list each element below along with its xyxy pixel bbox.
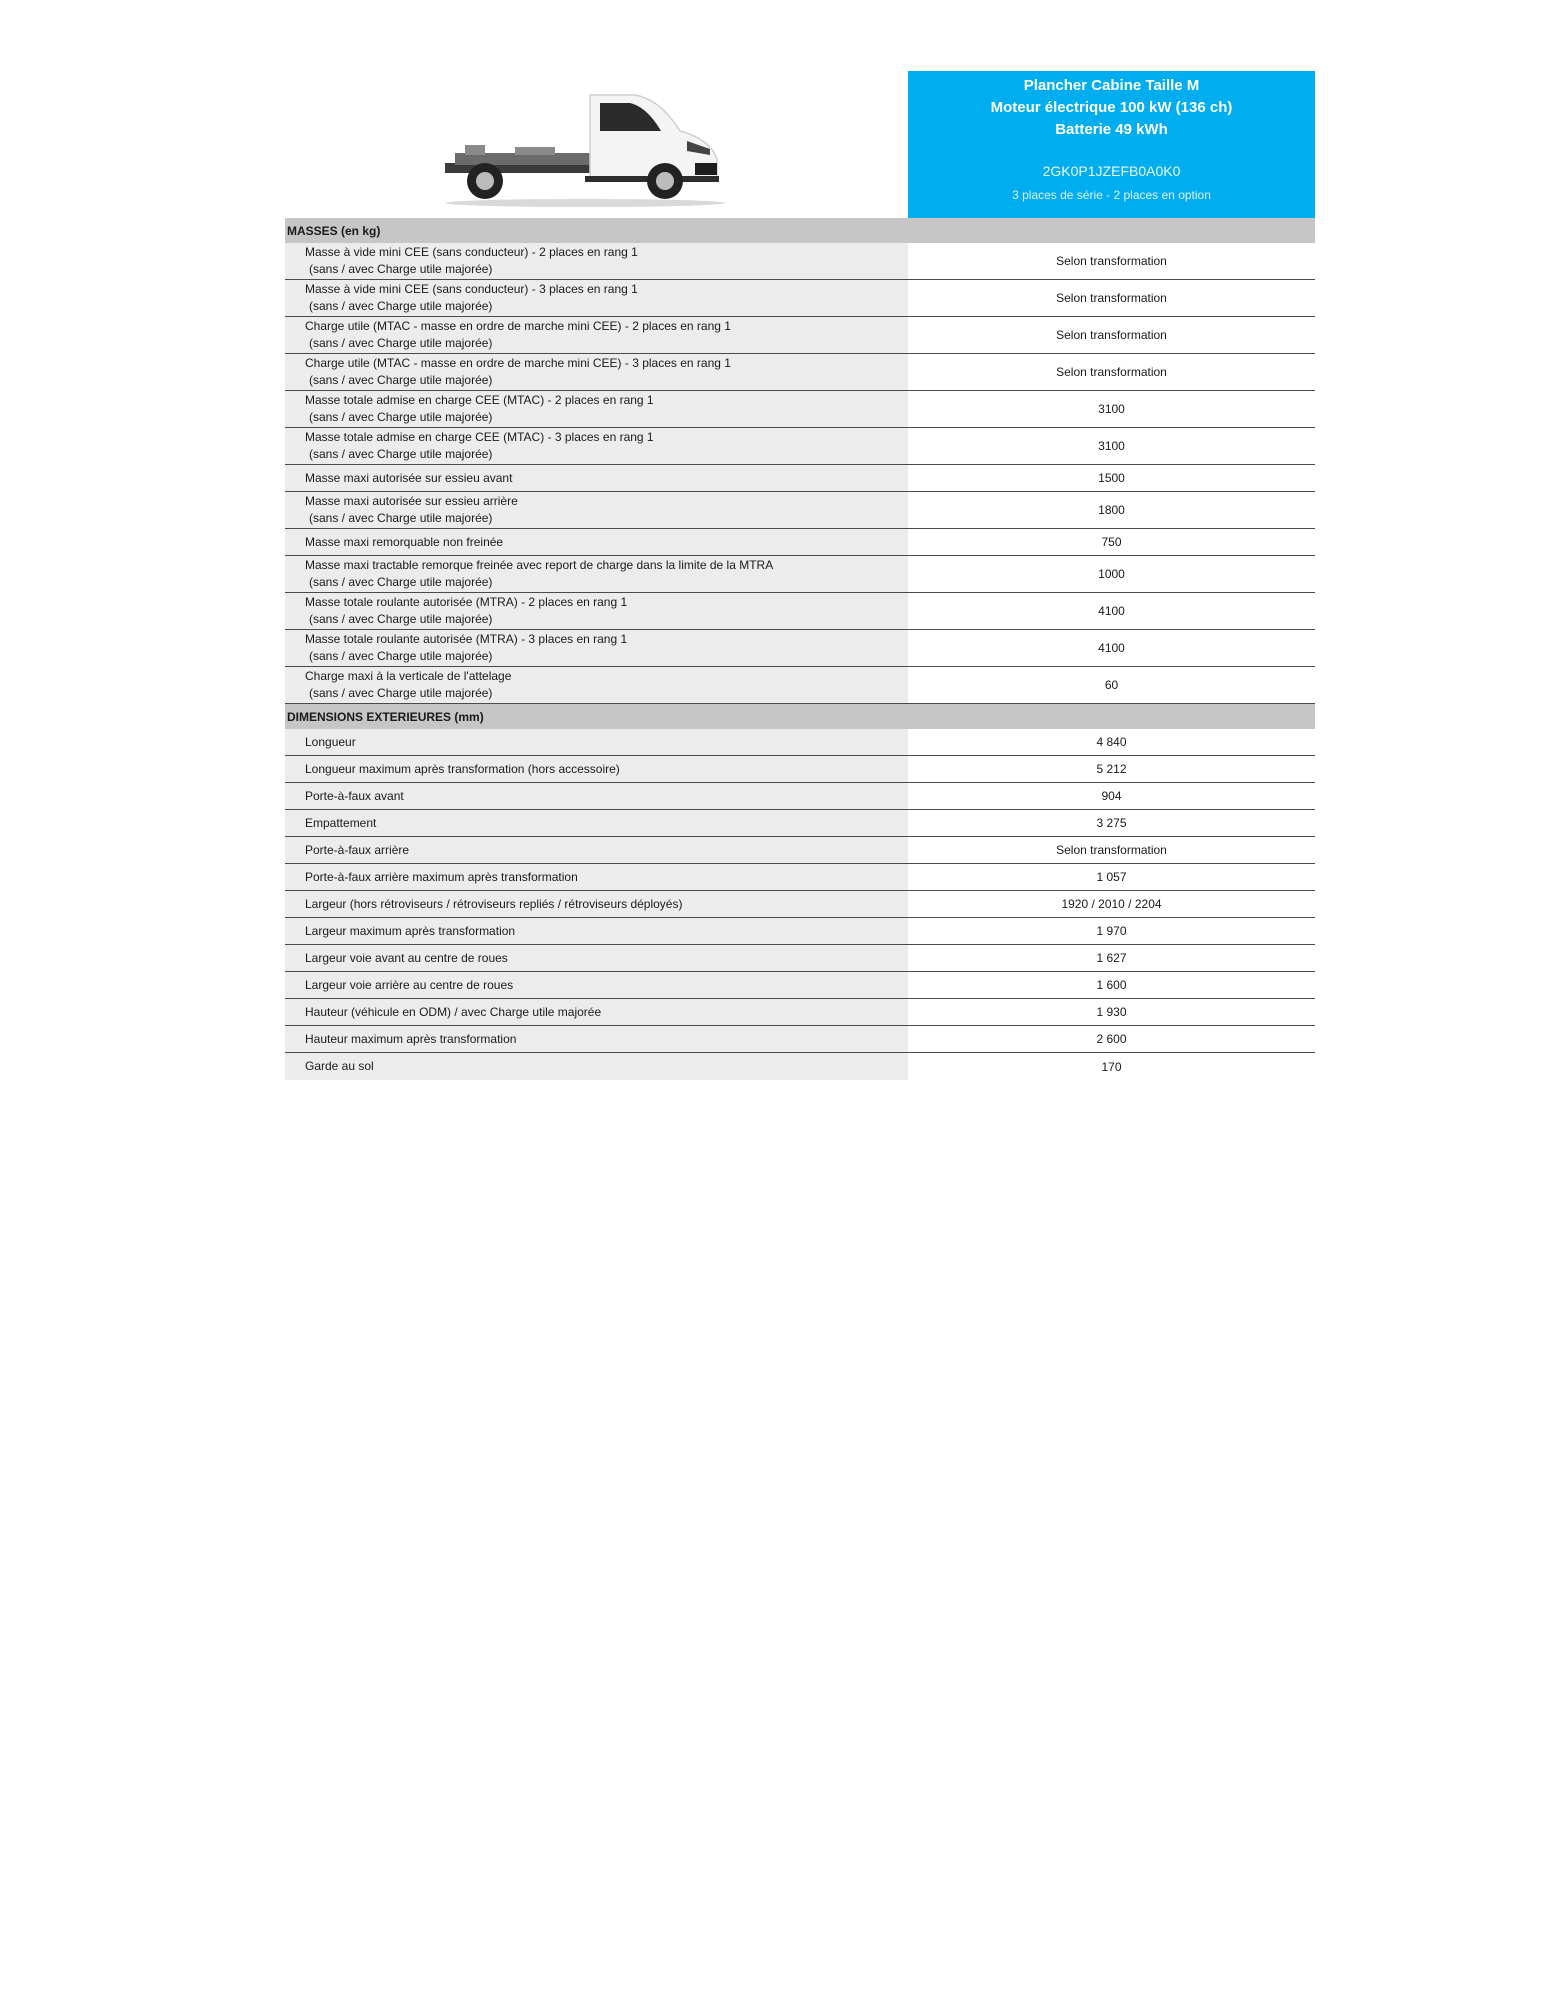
vehicle-image <box>425 81 725 211</box>
spec-value: 4100 <box>908 630 1315 666</box>
spec-value: 3100 <box>908 391 1315 427</box>
spec-value: 1 930 <box>908 999 1315 1025</box>
spec-label: Longueur <box>305 734 356 749</box>
spec-label-cell <box>285 1026 908 1052</box>
spec-value: 5 212 <box>908 756 1315 782</box>
spec-label: Masse maxi tractable remorque freinée avec report de charge dans la limite de la MTRA <box>305 558 774 572</box>
spec-label: Longueur maximum après transformation (hors accessoire) <box>305 761 620 776</box>
spec-value: Selon transformation <box>908 837 1315 863</box>
spec-row <box>285 391 1315 428</box>
spec-row <box>285 1026 1315 1053</box>
spec-value: 1 600 <box>908 972 1315 998</box>
spec-row <box>285 243 1315 280</box>
spec-label-cell <box>285 243 908 279</box>
spec-value: 4100 <box>908 593 1315 629</box>
spec-value: 170 <box>908 1053 1315 1080</box>
spec-label-cell <box>285 756 908 782</box>
spec-label-cell <box>285 492 908 528</box>
spec-value: 750 <box>908 529 1315 555</box>
spec-label: Masse maxi autorisée sur essieu arrière <box>305 494 518 508</box>
spec-label: Largeur (hors rétroviseurs / rétroviseurs repliés / rétroviseurs déployés) <box>305 896 683 911</box>
spec-sublabel: (sans / avec Charge utile majorée) <box>309 575 493 589</box>
spec-label-cell <box>285 891 908 917</box>
model-code: 2GK0P1JZEFB0A0K0 <box>1042 163 1181 179</box>
spec-label: Charge maxi à la verticale de l'attelage <box>305 669 512 683</box>
spec-row <box>285 891 1315 918</box>
spec-label-cell <box>285 1053 908 1080</box>
model-motor-line: Moteur électrique 100 kW (136 ch) <box>990 99 1233 116</box>
spec-label-cell <box>285 280 908 316</box>
spec-label-cell <box>285 783 908 809</box>
spec-label-cell <box>285 864 908 890</box>
spec-row <box>285 945 1315 972</box>
seats-note: 3 places de série - 2 places en option <box>1012 188 1211 202</box>
spec-value: 3 275 <box>908 810 1315 836</box>
spec-label-cell <box>285 810 908 836</box>
spec-row <box>285 280 1315 317</box>
spec-sublabel: (sans / avec Charge utile majorée) <box>309 299 493 313</box>
spec-row <box>285 354 1315 391</box>
spec-label: Porte-à-faux arrière <box>305 842 410 857</box>
spec-value: Selon transformation <box>908 243 1315 279</box>
spec-label-cell <box>285 667 908 703</box>
spec-row <box>285 918 1315 945</box>
spec-row <box>285 428 1315 465</box>
spec-label-cell <box>285 354 908 390</box>
spec-sublabel: (sans / avec Charge utile majorée) <box>309 612 493 626</box>
spec-row <box>285 492 1315 529</box>
spec-label-cell <box>285 593 908 629</box>
spec-row <box>285 317 1315 354</box>
model-title-line: Plancher Cabine Taille M <box>1023 77 1200 94</box>
spec-value: Selon transformation <box>908 354 1315 390</box>
spec-label: Charge utile (MTAC - masse en ordre de marche mini CEE) - 2 places en rang 1 <box>305 319 731 333</box>
spec-label: Garde au sol <box>305 1059 374 1073</box>
spec-label-cell <box>285 972 908 998</box>
spec-sublabel: (sans / avec Charge utile majorée) <box>309 262 493 276</box>
spec-label-cell <box>285 999 908 1025</box>
spec-sublabel: (sans / avec Charge utile majorée) <box>309 373 493 387</box>
spec-sublabel: (sans / avec Charge utile majorée) <box>309 336 493 350</box>
spec-row <box>285 756 1315 783</box>
spec-label-cell <box>285 529 908 555</box>
spec-value: 60 <box>908 667 1315 703</box>
spec-row <box>285 529 1315 556</box>
model-header-box <box>908 71 1315 218</box>
spec-label: Largeur maximum après transformation <box>305 923 516 938</box>
spec-label: Masse totale roulante autorisée (MTRA) - 2 places en rang 1 <box>305 595 628 609</box>
spec-row <box>285 630 1315 667</box>
spec-label-cell <box>285 837 908 863</box>
spec-row <box>285 556 1315 593</box>
spec-value: 1000 <box>908 556 1315 592</box>
spec-value: 1 057 <box>908 864 1315 890</box>
section-header: DIMENSIONS EXTERIEURES (mm) <box>285 704 1315 729</box>
spec-label: Porte-à-faux avant <box>305 788 404 803</box>
spec-value: Selon transformation <box>908 317 1315 353</box>
spec-label: Masse totale admise en charge CEE (MTAC) - 2 places en rang 1 <box>305 393 654 407</box>
spec-label-cell <box>285 391 908 427</box>
spec-value: 4 840 <box>908 729 1315 755</box>
spec-label-cell <box>285 918 908 944</box>
spec-row <box>285 837 1315 864</box>
spec-label: Masse à vide mini CEE (sans conducteur) - 2 places en rang 1 <box>305 245 638 259</box>
spec-row <box>285 783 1315 810</box>
spec-row <box>285 729 1315 756</box>
spec-label: Masse totale roulante autorisée (MTRA) - 3 places en rang 1 <box>305 632 628 646</box>
section-header: MASSES (en kg) <box>285 218 1315 243</box>
spec-header <box>285 71 1315 218</box>
spec-sublabel: (sans / avec Charge utile majorée) <box>309 686 493 700</box>
spec-label: Charge utile (MTAC - masse en ordre de marche mini CEE) - 3 places en rang 1 <box>305 356 731 370</box>
spec-label: Hauteur maximum après transformation <box>305 1031 517 1046</box>
spec-label: Masse maxi autorisée sur essieu avant <box>305 470 513 485</box>
spec-value: 3100 <box>908 428 1315 464</box>
spec-sublabel: (sans / avec Charge utile majorée) <box>309 511 493 525</box>
spec-row <box>285 465 1315 492</box>
spec-label-cell <box>285 729 908 755</box>
spec-label: Masse maxi remorquable non freinée <box>305 534 504 549</box>
spec-value: 1 627 <box>908 945 1315 971</box>
spec-value: Selon transformation <box>908 280 1315 316</box>
spec-sublabel: (sans / avec Charge utile majorée) <box>309 410 493 424</box>
spec-label-cell <box>285 428 908 464</box>
spec-label-cell <box>285 556 908 592</box>
spec-row <box>285 667 1315 704</box>
spec-label-cell <box>285 317 908 353</box>
spec-value: 1 970 <box>908 918 1315 944</box>
model-battery-line: Batterie 49 kWh <box>1055 121 1168 138</box>
spec-label: Hauteur (véhicule en ODM) / avec Charge utile majorée <box>305 1004 602 1019</box>
spec-label: Largeur voie arrière au centre de roues <box>305 977 514 992</box>
spec-label: Masse à vide mini CEE (sans conducteur) - 3 places en rang 1 <box>305 282 638 296</box>
spec-label-cell <box>285 945 908 971</box>
spec-label: Masse totale admise en charge CEE (MTAC) - 3 places en rang 1 <box>305 430 654 444</box>
spec-row <box>285 972 1315 999</box>
spec-row <box>285 999 1315 1026</box>
spec-label: Empattement <box>305 815 377 830</box>
spec-value: 1500 <box>908 465 1315 491</box>
spec-value: 2 600 <box>908 1026 1315 1052</box>
spec-label: Porte-à-faux arrière maximum après transformation <box>305 869 578 884</box>
spec-row <box>285 864 1315 891</box>
spec-value: 1920 / 2010 / 2204 <box>908 891 1315 917</box>
spec-value: 904 <box>908 783 1315 809</box>
spec-value: 1800 <box>908 492 1315 528</box>
spec-label-cell <box>285 630 908 666</box>
spec-table <box>285 218 1315 1080</box>
spec-sublabel: (sans / avec Charge utile majorée) <box>309 447 493 461</box>
spec-row <box>285 810 1315 837</box>
spec-sublabel: (sans / avec Charge utile majorée) <box>309 649 493 663</box>
spec-row <box>285 1053 1315 1080</box>
spec-label-cell <box>285 465 908 491</box>
spec-label: Largeur voie avant au centre de roues <box>305 950 508 965</box>
spec-row <box>285 593 1315 630</box>
